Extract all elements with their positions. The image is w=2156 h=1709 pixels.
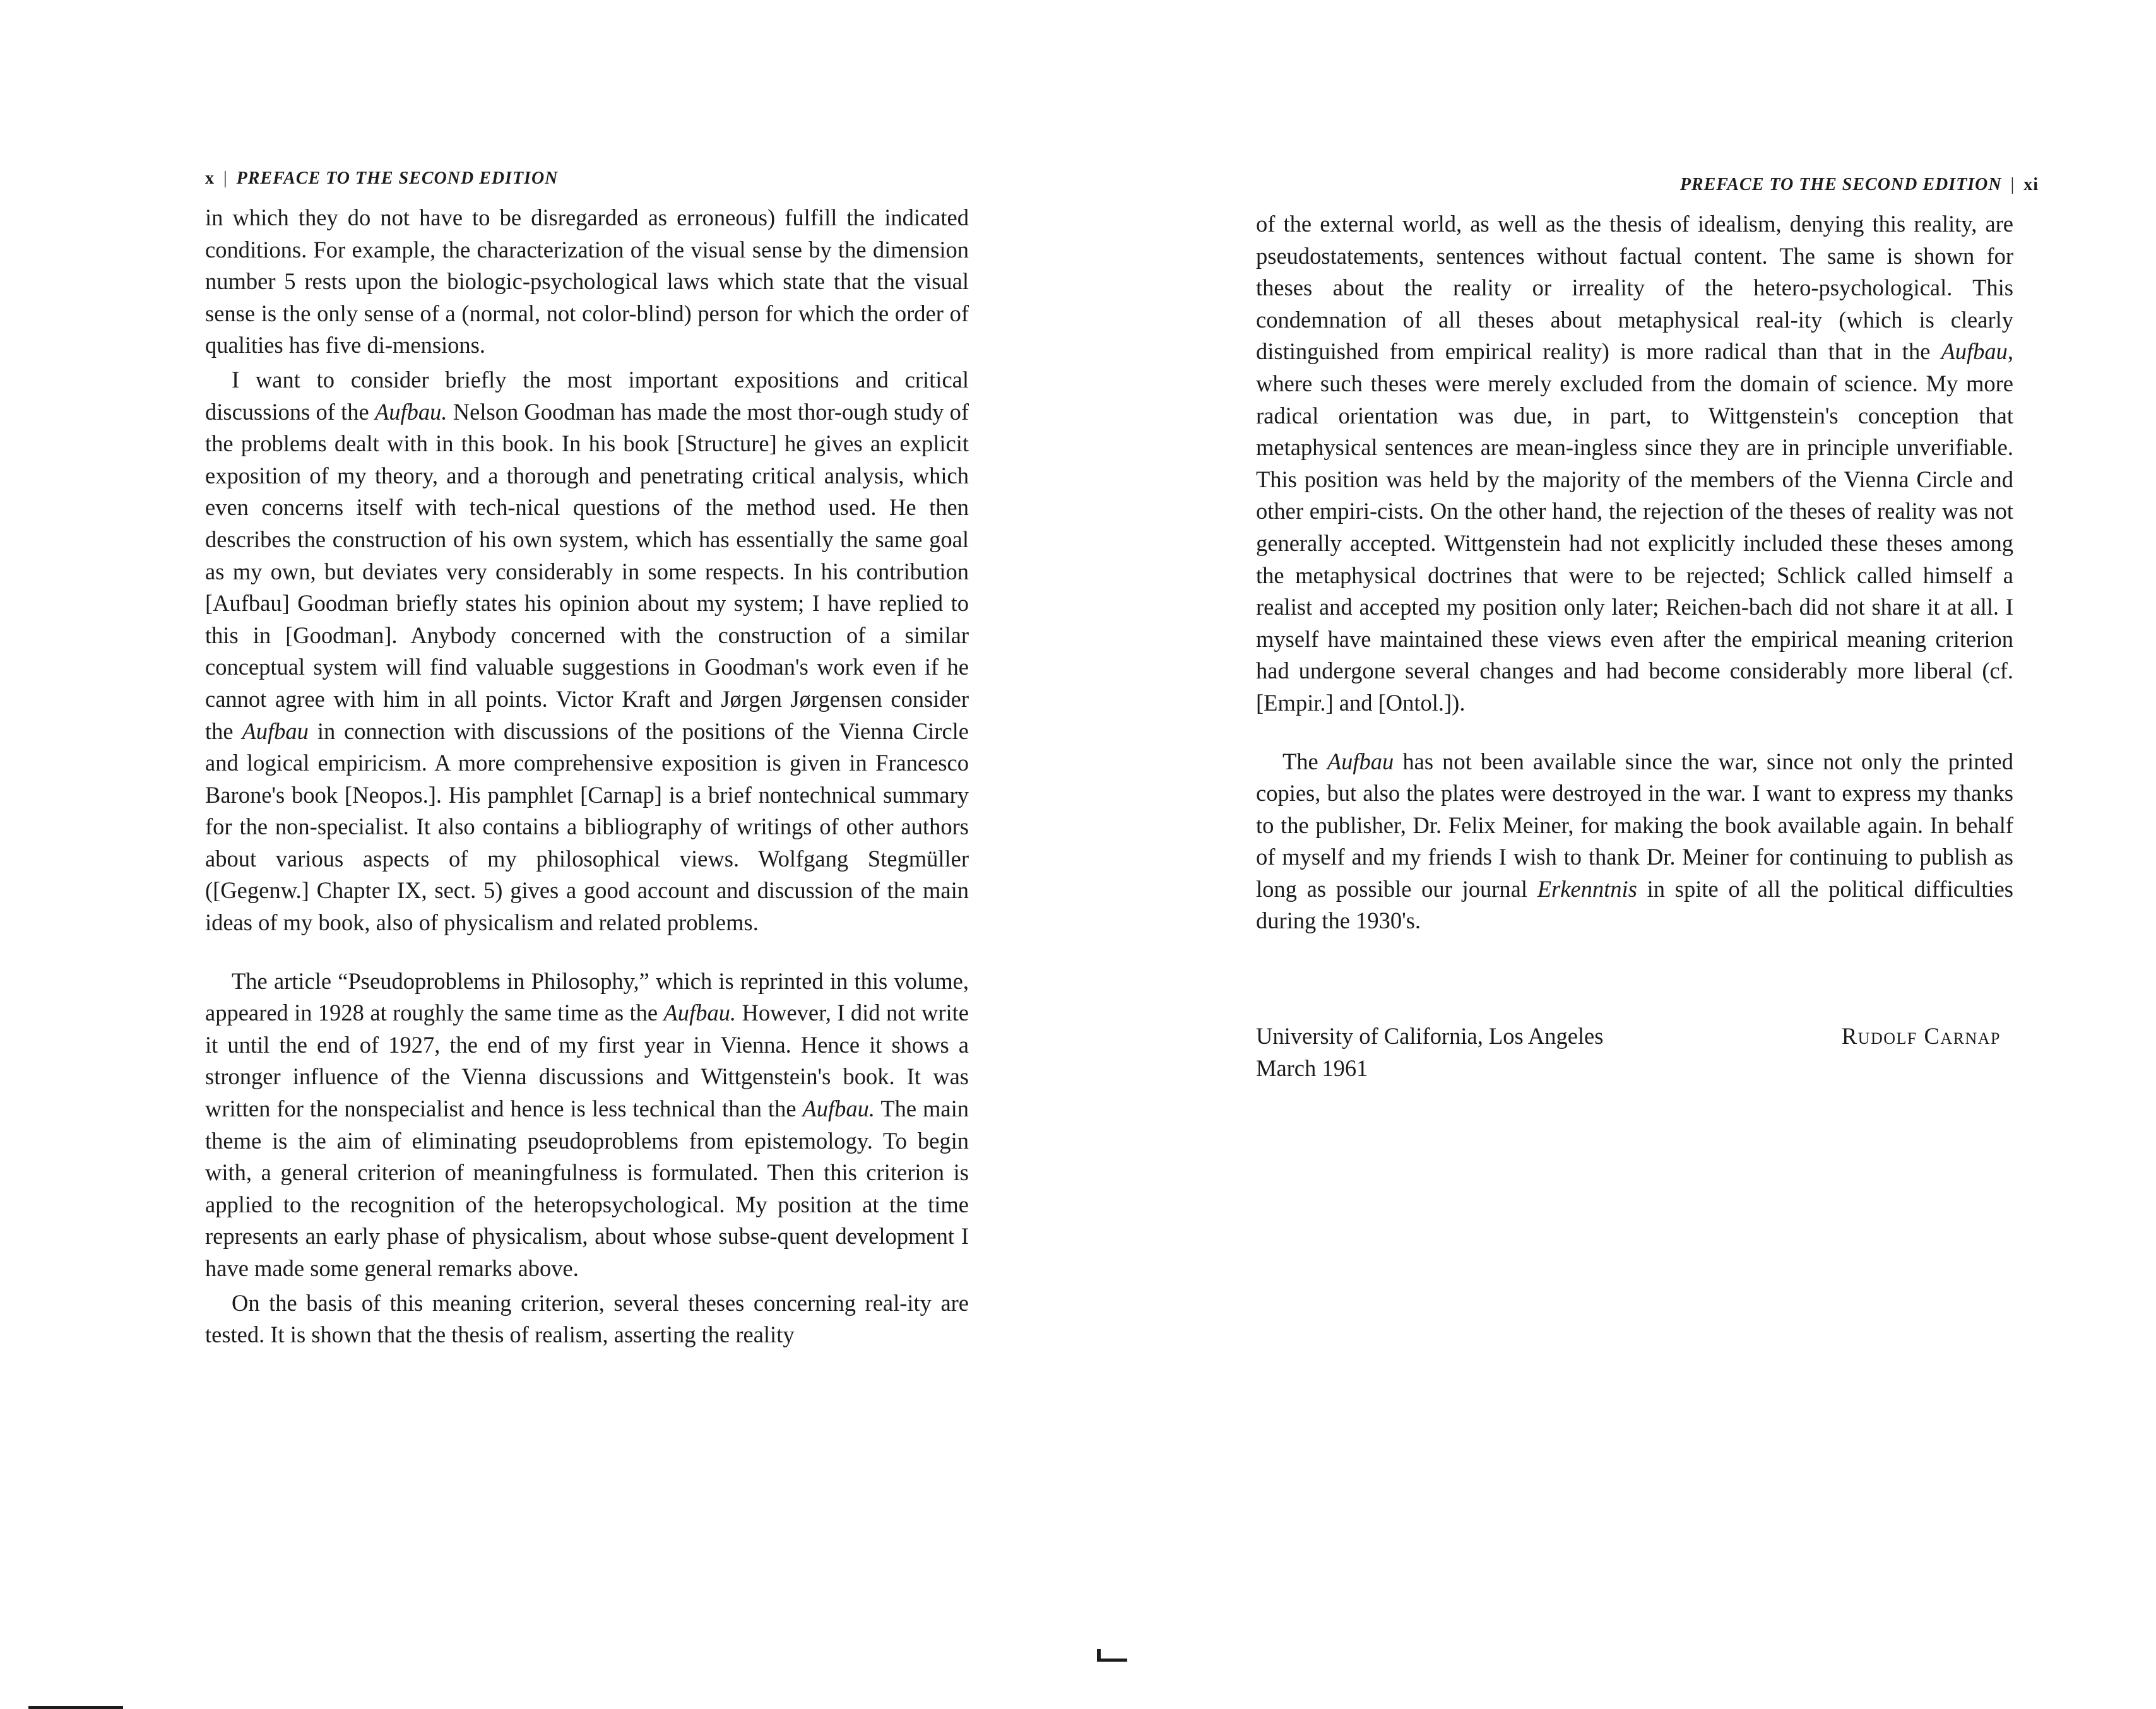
- left-running-head: [205, 169, 558, 189]
- italic-title: Aufbau: [242, 718, 309, 744]
- text-run: has not been available since the war, since not only the printed copies, but also the plates were destroyed in the war. I want to express my thanks to the publisher, Dr. Felix Meiner, for making the book available again. In behalf of myself and my friends I wish to thank Dr. Meiner for continuing to publish as long as possible our journal: [1256, 748, 2013, 902]
- right-head-separator: |: [2010, 175, 2015, 194]
- left-head-separator: |: [223, 169, 228, 188]
- text-run: in spite of all the political difficulties during the 1930's.: [1256, 875, 2013, 934]
- right-paragraph-2: [1256, 746, 2013, 938]
- right-folio: xi: [2023, 175, 2039, 194]
- left-folio: x: [205, 169, 215, 188]
- text-run: in connection with discussions of the positions of the Vienna Circle and logical empiricism. A more comprehensive exposition is given in Francesco Barone's book [Neopos.]. His pamphlet [Carnap] is a brief nontechnical summary for the non-specialist. It also contains a bibliography of writings of other authors about various aspects of my philosophical views. Wolfgang Stegmüller ([Gegenw.] Chapter IX, sect. 5) gives a good account and discussion of the main ideas of my book, also of physicalism and related problems.: [205, 718, 969, 936]
- text-run: However, I did not write it until the end of 1927, the end of my first year in Vienna. Hence it shows a stronger influence of the Vienna discussions and Wittgenstein's book. It was written for the nonspecialist and hence is less technical than the: [205, 1000, 969, 1122]
- signature-block: [1256, 1020, 2001, 1084]
- signature-author: Rudolf Carnap: [1841, 1023, 2001, 1049]
- right-body-text: [1256, 208, 2013, 937]
- text-run: The: [1282, 748, 1327, 774]
- right-paragraph-1: [1256, 208, 2013, 719]
- right-running-head: [1680, 175, 2039, 195]
- signature-affiliation: University of California, Los Angeles: [1256, 1023, 1604, 1049]
- italic-title: Aufbau,: [1941, 338, 2013, 365]
- italic-title: Aufbau.: [375, 398, 447, 425]
- left-paragraph-4: [205, 1287, 969, 1351]
- italic-title: Aufbau.: [802, 1096, 875, 1122]
- text-run: On the basis of this meaning criterion, several theses concerning real-ity are tested. It is shown that the thesis of realism, asserting the reality: [205, 1289, 969, 1348]
- scan-mark-left: [28, 1706, 123, 1709]
- scan-mark-center-tip: [1097, 1649, 1101, 1660]
- italic-journal: Erkenntnis: [1537, 875, 1637, 902]
- signature-date: March 1961: [1256, 1055, 1368, 1081]
- right-running-head-title: PREFACE TO THE SECOND EDITION: [1679, 175, 2002, 194]
- text-run: I want to consider briefly the most important expositions and critical discussions of the: [205, 366, 969, 425]
- left-body-text: [205, 202, 969, 1351]
- text-run: The main theme is the aim of eliminating pseudoproblems from epistemology. To begin with, a general criterion of meaningfulness is formulated. Then this criterion is applied to the recognition of the heteropsychological. My position at the time represents an early phase of physicalism, about whose subse-quent development I have made some general remarks above.: [205, 1096, 969, 1281]
- left-paragraph-1: [205, 202, 969, 362]
- italic-title: Aufbau: [1327, 748, 1394, 774]
- text-run: The article “Pseudoproblems in Philosophy,” which is reprinted in this volume, appeared in 1928 at roughly the same time as the: [205, 967, 969, 1026]
- signature-row: [1256, 1020, 2001, 1053]
- left-paragraph-3: [205, 966, 969, 1285]
- left-paragraph-2: [205, 364, 969, 939]
- text-run: Nelson Goodman has made the most thor-ough study of the problems dealt with in this book. In his book [Structure] he gives an explicit exposition of my theory, and a thorough and penetrating critical analysis, which even concerns itself with tech-nical questions of the method used. He then describes the construction of his own system, which has essentially the same goal as my own, but deviates very considerably in some respects. In his contribution [Aufbau] Goodman briefly states his opinion about my system; I have replied to this in [Goodman]. Anybody concerned with the construction of a similar conceptual system will find valuable suggestions in Goodman's work even if he cannot agree with him in all points. Victor Kraft and Jørgen Jørgensen consider the: [205, 398, 969, 744]
- scan-mark-center: [1097, 1659, 1127, 1662]
- left-running-head-title: PREFACE TO THE SECOND EDITION: [236, 169, 559, 188]
- text-run: where such theses were merely excluded from the domain of science. My more radical orientation was due, in part, to Wittgenstein's conception that metaphysical sentences are mean-ingless since they are in principle unverifiable. This position was held by the majority of the members of the Vienna Circle and other empiri-cists. On the other hand, the rejection of the theses of reality was not generally accepted. Wittgenstein had not explicitly included these theses among the metaphysical doctrines that were to be rejected; Schlick called himself a realist and accepted my position only later; Reichen-bach did not share it at all. I myself have maintained these views even after the empirical meaning criterion had undergone several changes and had become considerably more liberal (cf. [Empir.] and [Ontol.]).: [1256, 370, 2013, 716]
- text-run: in which they do not have to be disregarded as erroneous) fulfill the indicated conditions. For example, the characterization of the visual sense by the dimension number 5 rests upon the biologic-psychological laws which state that the visual sense is the only sense of a (normal, not color-blind) person for which the order of qualities has five di-mensions.: [205, 204, 969, 358]
- text-run: of the external world, as well as the thesis of idealism, denying this reality, are pseudostatements, sentences without factual content. The same is shown for theses about the reality or irreality of the hetero-psychological. This condemnation of all theses about metaphysical real-ity (which is clearly distinguished from empirical reality) is more radical than that in the: [1256, 211, 2013, 365]
- italic-title: Aufbau.: [663, 1000, 737, 1026]
